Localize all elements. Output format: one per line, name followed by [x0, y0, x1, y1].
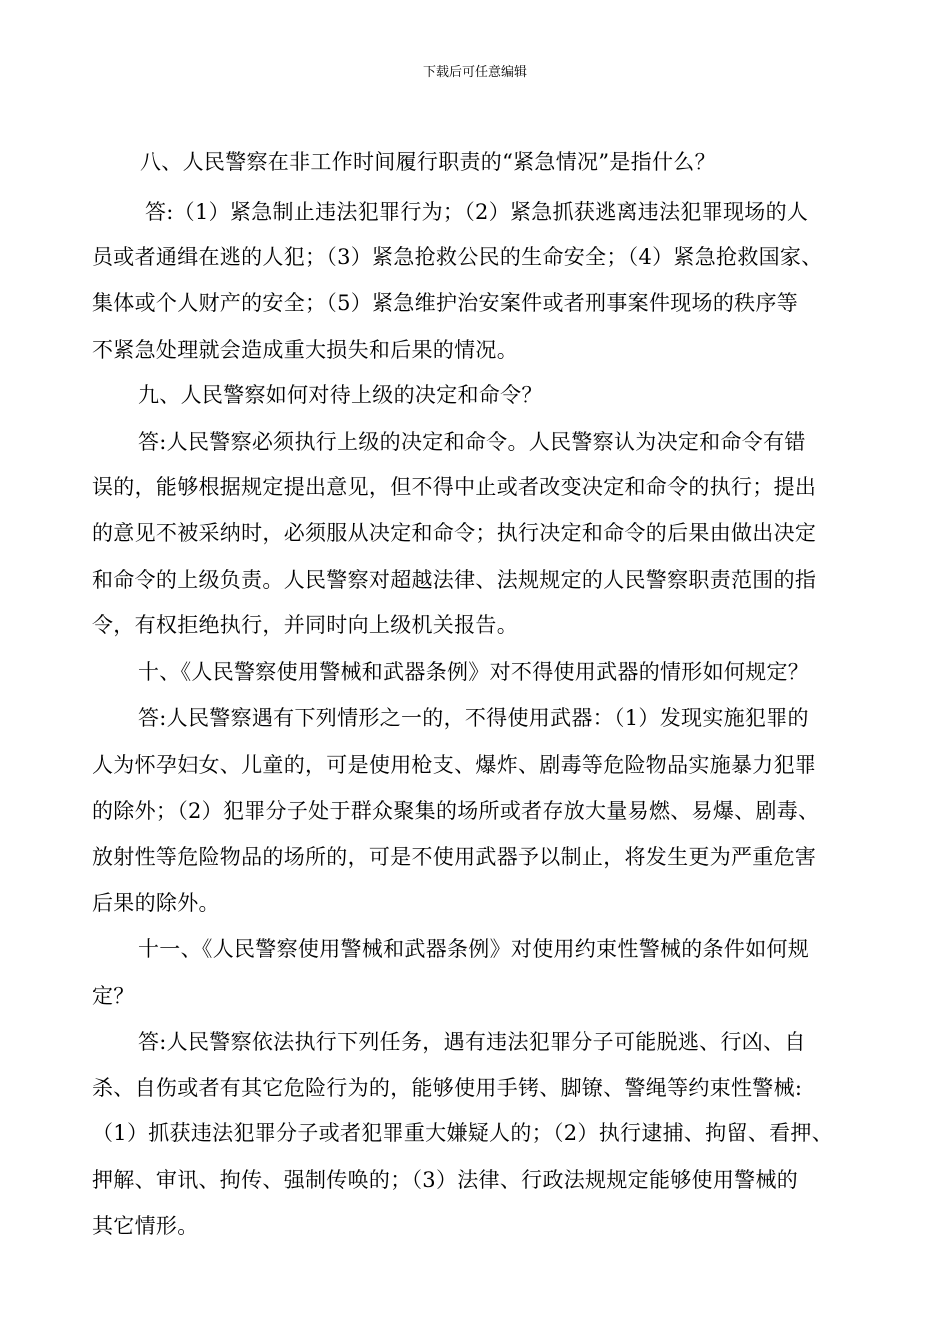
question-8: 八、人民警察在非工作时间履行职责的“紧急情况”是指什么？	[140, 150, 716, 174]
answer-8-line-2: 员或者通缉在逃的人犯；（3）紧急抢救公民的生命安全；（4）紧急抢救国家、	[92, 245, 823, 269]
answer-10-line-4: 放射性等危险物品的场所的，可是不使用武器予以制止，将发生更为严重危害	[92, 845, 817, 869]
answer-10-line-2: 人为怀孕妇女、儿童的，可是使用枪支、爆炸、剧毒等危险物品实施暴力犯罪	[92, 753, 817, 777]
answer-9-line-2: 误的，能够根据规定提出意见，但不得中止或者改变决定和命令的执行；提出	[92, 475, 817, 499]
question-11-line-1: 十一、《人民警察使用警械和武器条例》对使用约束性警械的条件如何规	[138, 937, 810, 961]
answer-11-line-4: 押解、审讯、拘传、强制传唤的；（3）法律、行政法规规定能够使用警械的	[92, 1168, 799, 1192]
answer-10-line-3: 的除外；（2）犯罪分子处于群众聚集的场所或者存放大量易燃、易爆、剧毒、	[92, 799, 820, 823]
answer-11-line-3: （1）抓获违法犯罪分子或者犯罪重大嫌疑人的；（2）执行逮捕、拘留、看押、	[92, 1121, 834, 1145]
answer-8-line-4: 不紧急处理就会造成重大损失和后果的情况。	[92, 338, 518, 362]
answer-9-line-4: 和命令的上级负责。人民警察对超越法律、法规规定的人民警察职责范围的指	[92, 568, 817, 592]
answer-11-line-2: 杀、自伤或者有其它危险行为的，能够使用手铐、脚镣、警绳等约束性警械:	[92, 1076, 803, 1100]
question-10: 十、《人民警察使用警械和武器条例》对不得使用武器的情形如何规定？	[138, 660, 810, 684]
answer-11-line-1: 答:人民警察依法执行下列任务，遇有违法犯罪分子可能脱逃、行凶、自	[138, 1030, 806, 1054]
answer-10-line-1: 答:人民警察遇有下列情形之一的，不得使用武器：（1）发现实施犯罪的	[138, 706, 809, 730]
page-header: 下载后可任意编辑	[422, 65, 527, 80]
answer-8-line-3: 集体或个人财产的安全；（5）紧急维护治安案件或者刑事案件现场的秩序等	[92, 291, 799, 315]
answer-9-line-3: 的意见不被采纳时，必须服从决定和命令；执行决定和命令的后果由做出决定	[92, 521, 817, 545]
answer-11-line-5: 其它情形。	[92, 1214, 199, 1238]
answer-9-line-5: 令，有权拒绝执行，并同时向上级机关报告。	[92, 613, 518, 637]
answer-10-line-5: 后果的除外。	[92, 891, 220, 915]
answer-8-line-1: 答:（1）紧急制止违法犯罪行为；（2）紧急抓获逃离违法犯罪现场的人	[145, 200, 809, 224]
answer-9-line-1: 答:人民警察必须执行上级的决定和命令。人民警察认为决定和命令有错	[138, 430, 806, 454]
question-9: 九、人民警察如何对待上级的决定和命令？	[138, 383, 543, 407]
question-11-line-2: 定？	[92, 984, 135, 1008]
